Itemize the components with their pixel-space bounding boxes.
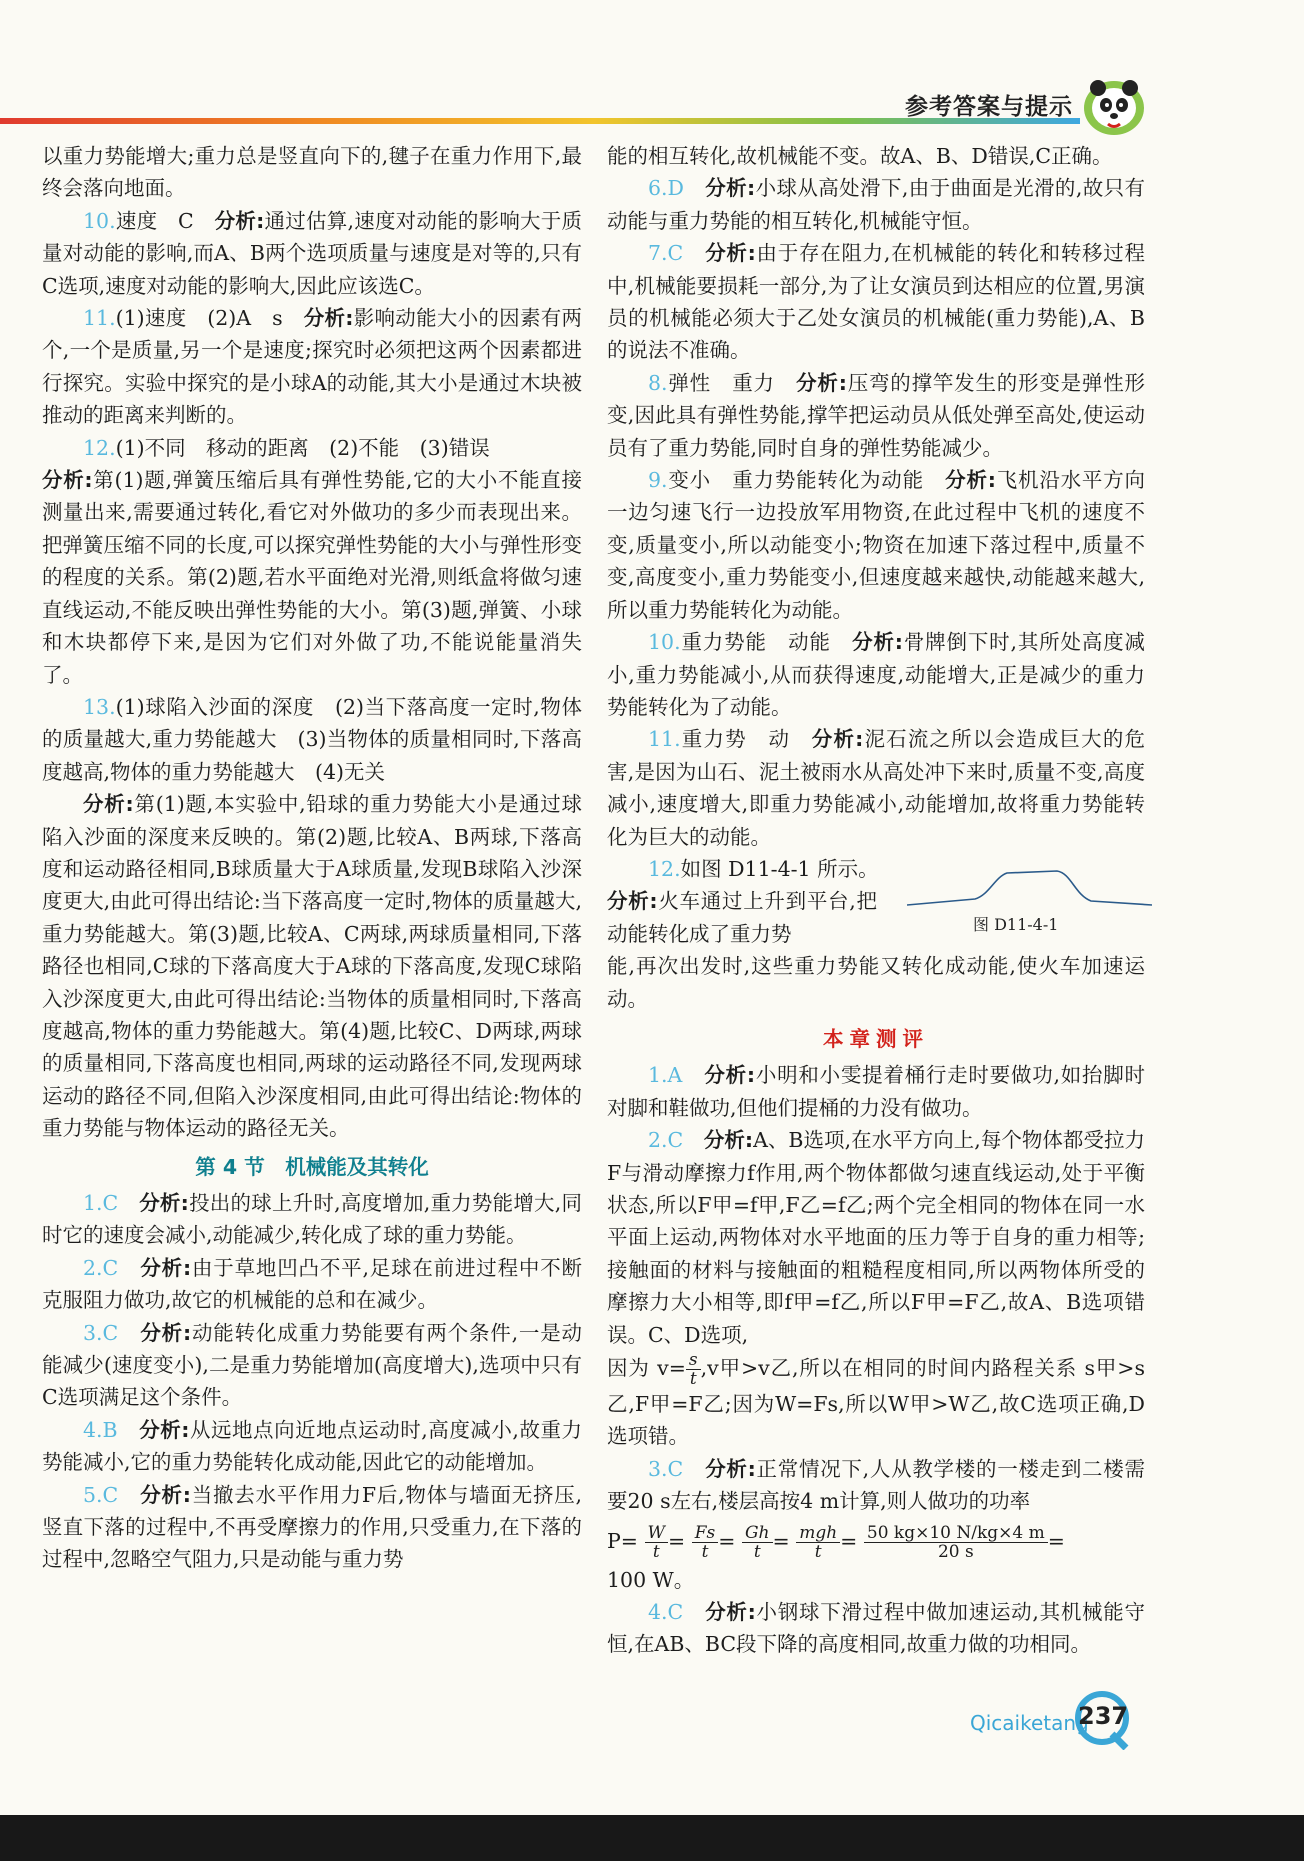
analysis-text: 影响动能大小的因素有两个,一个是质量,另一个是速度;探究时必须把这两个因素都进行探究。实验中探究的是小球A的动能,其大小是通过木块被推动的距离来判断的。 (42, 306, 582, 428)
answer-paragraph (42, 1479, 582, 1576)
analysis-label: 分析: (214, 208, 265, 233)
analysis-label: 分析: (705, 176, 756, 201)
question-number: 6.D (648, 176, 684, 201)
analysis-text: 火车通过上升到平台,把动能转化成了重力势 (607, 889, 877, 946)
question-number: 10. (83, 208, 116, 233)
analysis-text-cont: 能,再次出发时,这些重力势能又转化成动能,使火车加速运动。 (607, 954, 1145, 1011)
analysis-text: 由于草地凹凸不平,足球在前进过程中不断克服阻力做功,故它的机械能的总和在减少。 (42, 1255, 583, 1313)
chapter-test-title: 本章测评 (823, 1026, 929, 1051)
analysis-text: 小球从高处滑下,由于曲面是光滑的,故只有动能与重力势能的相互转化,机械能守恒。 (607, 176, 1145, 233)
analysis-label: 分析: (83, 792, 134, 817)
answer-paragraph (42, 205, 582, 302)
answer-text: 变小 重力势能转化为动能 (667, 468, 946, 493)
analysis-label: 分析: (140, 1255, 192, 1280)
question-number: 4.B (83, 1417, 118, 1442)
answer-text (118, 1483, 140, 1507)
analysis-text: 从远地点向近地点运动时,高度减小,故重力势能减小,它的重力势能转化成动能,因此它的动能增加。 (42, 1417, 582, 1475)
section-title (42, 1151, 582, 1183)
answer-text: 重力势 动 (680, 727, 812, 752)
analysis-text: 泥石流之所以会造成巨大的危害,是因为山石、泥土被雨水从高处冲下来时,质量不变,高度减小,速度增大,即重力势能减小,动能增加,故将重力势能转化为巨大的动能。 (607, 727, 1146, 849)
question-number: 10. (648, 630, 681, 655)
analysis-text: 小明和小雯提着桶行走时要做功,如抬脚时对脚和鞋做功,但他们提桶的力没有做功。 (607, 1063, 1146, 1120)
fraction-s-over-t: $\frac{s}{t}$ (686, 1351, 701, 1388)
answer-text: 速度 C (115, 208, 215, 233)
question-number: 9. (648, 468, 668, 493)
analysis-label: 分析: (704, 1063, 756, 1088)
question-number: 12. (648, 856, 681, 881)
question-number: 2.C (648, 1128, 684, 1153)
question-3-result: 100 W。 (607, 1567, 695, 1592)
answer-text (118, 1191, 139, 1215)
analysis-text: 骨牌倒下时,其所处高度减小,重力势能减小,从而获得速度,动能增大,正是减少的重力势能转化为了动能。 (607, 630, 1145, 719)
answer-text: 以重力势能增大;重力总是竖直向下的,毽子在重力作用下,最终会落向地面。 (42, 144, 582, 201)
analysis-label: 分析: (607, 889, 658, 914)
question-number: 3.C (83, 1320, 119, 1345)
analysis-text: 通过估算,速度对动能的影响大于质量对动能的影响,而A、B两个选项质量与速度是对等的,只有C选项,速度对动能的影响大,因此应该选C。 (42, 208, 582, 298)
analysis-text: 动能转化成重力势能要有两个条件,一是动能减少(速度变小),二是重力势能增加(高度增大),选项中只有C选项满足这个条件。 (42, 1320, 583, 1410)
answer-paragraph (607, 723, 1145, 853)
analysis-label: 分析: (303, 306, 354, 331)
page-number: 237 (1078, 1702, 1129, 1730)
answer-paragraph (607, 1124, 1145, 1351)
question-2-continued: 因为 v= $\frac{s}{t}$ ,v甲>v乙,所以在相同的时间内路程关系 s甲>s乙,F甲=F乙;因为W=Fs,所以W甲>W乙,故C选项正确,D选项错。 (607, 1350, 1145, 1449)
question-number: 1.A (648, 1063, 683, 1088)
answer-paragraph (42, 691, 582, 788)
header-title: 参考答案与提示 (905, 94, 1073, 120)
answer-text (118, 1256, 140, 1280)
answer-paragraph (607, 464, 1145, 626)
analysis-text: 第(1)题,弹簧压缩后具有弹性势能,它的大小不能直接测量出来,需要通过转化,看它对外做功的多少而表现出来。把弹簧压缩不同的长度,可以探究弹性势能的大小与弹性形变的程度的关系。第(2)题,若水平面绝对光滑,则纸盒将做匀速直线运动,不能反映出弹性势能的大小。第(3)题,弹簧、小球和木块都停下来,是因为它们对外做了功,不能说能量消失了。 (42, 468, 582, 687)
answer-text: (1)球陷入沙面的深度 (2)当下落高度一定时,物体的质量越大,重力势能越大 (3)当物体的质量相同时,下落高度越高,物体的重力势能越大 (4)无关 (42, 694, 582, 784)
analysis-label: 分析: (705, 241, 756, 266)
figure-caption: 图 D11-4-1 (973, 914, 1059, 934)
scan-border (0, 1815, 1304, 1861)
analysis-label: 分析: (811, 727, 864, 752)
answer-text: 第 4 节 机械能及其转化 (195, 1154, 429, 1179)
answer-text: (1)不同 移动的距离 (2)不能 (3)错误 (115, 435, 490, 460)
analysis-label: 分析: (945, 468, 996, 493)
question-number: 5.C (83, 1482, 119, 1507)
question-number: 7.C (648, 241, 684, 266)
question-number: 11. (83, 306, 116, 331)
answer-text (683, 241, 705, 265)
analysis-text: 飞机沿水平方向一边匀速飞行一边投放军用物资,在此过程中飞机的速度不变,质量变小,所以动能变小;物资在加速下落过程中,质量不变,高度变小,重力势能变小,但速度越来越快,动能越来越大,所以重力势能转化为动能。 (607, 468, 1146, 622)
answer-paragraph (607, 172, 1145, 237)
right-column (607, 140, 1145, 1661)
analysis-label: 分析: (140, 1482, 192, 1507)
question-number: 13. (83, 694, 116, 719)
answer-text: 如图 D11-4-1 所示。 (680, 856, 879, 881)
answer-text (683, 1128, 704, 1152)
answer-paragraph (42, 464, 582, 691)
left-column (42, 140, 582, 1576)
analysis-label: 分析: (139, 1417, 190, 1442)
question-number: 1.C (83, 1191, 119, 1215)
analysis-text: 当撤去水平作用力F后,物体与墙面无挤压,竖直下落的过程中,不再受摩擦力的作用,只受重力,在下落的过程中,忽略空气阻力,只是动能与重力势 (42, 1482, 583, 1572)
answer-paragraph (607, 1059, 1145, 1124)
analysis-label: 分析: (139, 1191, 189, 1215)
footer-brand: Qicaiketang (970, 1711, 1089, 1735)
answer-text: 弹性 重力 (667, 370, 797, 395)
answer-paragraph (607, 626, 1145, 723)
answer-paragraph (42, 1187, 582, 1252)
question-12 (607, 853, 1145, 1015)
answer-paragraph (607, 367, 1145, 464)
analysis-text: 第(1)题,本实验中,铅球的重力势能大小是通过球陷入沙面的深度来反映的。第(2)题,比较A、B两球,下落高度和运动路径相同,B球质量大于A球质量,发现B球陷入沙深度更大,由此可得出结论:当下落高度一定时,物体的质量越大,重力势能越大。第(3)题,比较A、C两球,两球质量相同,下落路径也相同,C球的下落高度大于A球的下落高度,发现C球陷入沙深度更大,由此可得出结论:当物体的质量相同时,下落高度越高,物体的重力势能越大。第(4)题,比较C、D两球,两球的质量相同,下落高度也相同,两球的运动路径不同,发现两球运动的路径不同,但陷入沙深度相同,由此可得出结论:物体的重力势能与物体运动的路径无关。 (42, 792, 582, 1141)
answer-paragraph (42, 1252, 582, 1317)
answer-text (684, 176, 705, 200)
answer-paragraph (42, 788, 582, 1144)
answer-paragraph (607, 237, 1145, 367)
question-number: 2.C (83, 1255, 119, 1280)
power-equation: P= $\frac{W}{t}$ = $\frac{Fs}{t}$ = $\frac{Gh}{t}$ = $\frac{\text{mgh}}{t}$ = $\frac{50 kg\times 10 N/kg\times 4 m}{20 s}$ = (607, 1522, 1065, 1562)
answer-paragraph (42, 302, 582, 432)
question-3: 3.C 分析:正常情况下,人从教学楼的一楼走到二楼需要20 s左右,楼层高按4 m计算,则人做功的功率 (607, 1456, 1145, 1514)
question-number: 8. (648, 370, 668, 395)
answer-text: 重力势能 动能 (680, 630, 853, 655)
answer-paragraph (42, 432, 582, 464)
answer-paragraph (42, 1317, 582, 1414)
analysis-label: 分析: (140, 1320, 192, 1345)
analysis-text: A、B选项,在水平方向上,每个物体都受拉力F与滑动摩擦力f作用,两个物体都做匀速直线运动,处于平衡状态,所以F甲=f甲,F乙=f乙;两个完全相同的物体在同一水平面上运动,两物体对水平地面的压力等于自身的重力相等;接触面的材料与接触面的粗糙程度相同,所以两物体所受的摩擦力大小相等,即f甲=f乙,所以F甲=F乙,故A、B选项错误。C、D选项, (607, 1128, 1146, 1347)
analysis-label: 分析: (796, 370, 847, 395)
analysis-label: 分析: (42, 468, 93, 493)
analysis-text: 压弯的撑竿发生的形变是弹性形变,因此具有弹性势能,撑竿把运动员从低处弹至高处,使运动员有了重力势能,同时自身的弹性势能减少。 (607, 370, 1146, 460)
analysis-text: 投出的球上升时,高度增加,重力势能增大,同时它的速度会减小,动能减少,转化成了球的重力势能。 (42, 1191, 582, 1248)
answer-paragraph (42, 1414, 582, 1479)
answer-text: 能的相互转化,故机械能不变。故A、B、D错误,C正确。 (607, 144, 1113, 168)
question-number: 11. (648, 727, 681, 752)
answer-text (118, 1321, 140, 1345)
analysis-text: 由于存在阻力,在机械能的转化和转移过程中,机械能要损耗一部分,为了让女演员到达相应的位置,男演员的机械能必须大于乙处女演员的机械能(重力势能),A、B的说法不准确。 (607, 241, 1145, 363)
answer-text (682, 1063, 704, 1087)
question-4: 4.C 分析:小钢球下滑过程中做加速运动,其机械能守恒,在AB、BC段下降的高度相同,故重力做的功相同。 (607, 1600, 1145, 1657)
answer-paragraph (607, 140, 1145, 172)
panda-mascot-icon (1078, 70, 1150, 138)
answer-text (118, 1418, 140, 1442)
analysis-label: 分析: (703, 1128, 754, 1153)
analysis-label: 分析: (852, 630, 903, 655)
answer-text: (1)速度 (2)A s (115, 306, 304, 331)
question-number: 12. (83, 435, 116, 460)
answer-paragraph (42, 140, 582, 205)
